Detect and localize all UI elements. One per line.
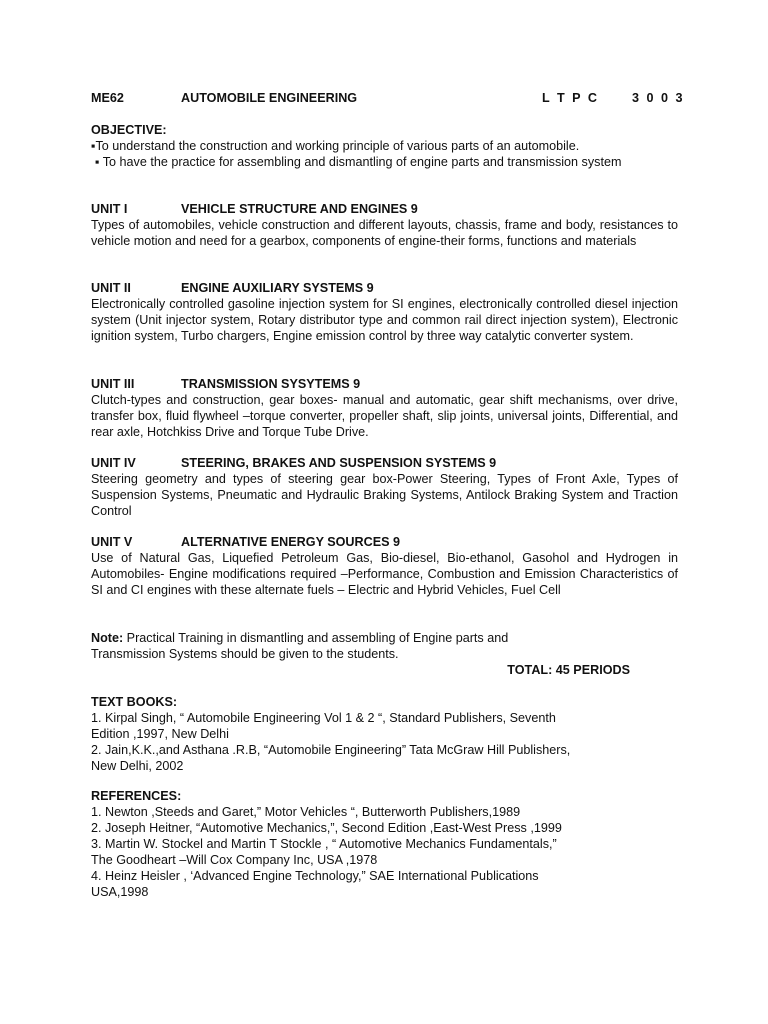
course-header	[91, 90, 685, 106]
note-line: Transmission Systems should be given to the students.	[91, 647, 399, 661]
note-line	[91, 630, 678, 646]
reference-line: 1. Newton ,Steeds and Garet,” Motor Vehicles “, Butterworth Publishers,1989	[91, 805, 521, 819]
note-text: Practical Training in dismantling and assembling of Engine parts and	[123, 631, 509, 645]
references-section	[91, 788, 678, 900]
unit-body: Clutch-types and construction, gear boxes- manual and automatic, gear shift mechanisms, over drive, transfer box, fluid flywheel –torque converter, propeller shaft, slip joints, universal joints, Differential, and rear axle, Hotchkiss Drive and Torque Tube Drive.	[91, 393, 678, 439]
objective-item: ▪To understand the construction and working principle of various parts of an automobile.	[91, 139, 580, 153]
unit-title: TRANSMISSION SYSYTEMS 9	[181, 377, 361, 391]
objective-heading: OBJECTIVE:	[91, 123, 167, 137]
objective-item: ▪ To have the practice for assembling and dismantling of engine parts and transmission system	[95, 155, 622, 169]
text-books-section	[91, 694, 678, 774]
text-book-line: 1. Kirpal Singh, “ Automobile Engineering Vol 1 & 2 “, Standard Publishers, Seventh	[91, 711, 556, 725]
text-books-heading: TEXT BOOKS:	[91, 695, 178, 709]
course-title: AUTOMOBILE ENGINEERING	[181, 91, 358, 105]
unit-title: ALTERNATIVE ENERGY SOURCES 9	[181, 535, 401, 549]
unit-section	[91, 376, 678, 440]
unit-body: Types of automobiles, vehicle construction and different layouts, chassis, frame and body, resistances to vehicle motion and need for a gearbox, components of engine-their forms, functions and materials	[91, 218, 678, 248]
course-code: ME62	[91, 91, 124, 105]
unit-section	[91, 280, 678, 344]
unit-heading	[91, 534, 678, 550]
ltpc-label: L T P C	[542, 91, 599, 105]
unit-code: UNIT V	[91, 535, 133, 549]
unit-body: Use of Natural Gas, Liquefied Petroleum Gas, Bio-diesel, Bio-ethanol, Gasohol and Hydrogen in Automobiles- Engine modifications required –Performance, Combustion and Emission Characteristics of SI and CI engines with these alternate fuels – Electric and Hybrid Vehicles, Fuel Cell	[91, 551, 678, 597]
objective-section	[91, 122, 678, 170]
unit-title: STEERING, BRAKES AND SUSPENSION SYSTEMS 9	[181, 456, 497, 470]
unit-heading	[91, 455, 678, 471]
unit-code: UNIT II	[91, 281, 131, 295]
unit-heading	[91, 376, 678, 392]
text-book-line: New Delhi, 2002	[91, 759, 184, 773]
references-heading: REFERENCES:	[91, 789, 182, 803]
reference-line: The Goodheart –Will Cox Company Inc, USA ,1978	[91, 853, 378, 867]
text-book-line: 2. Jain,K.K.,and Asthana .R.B, “Automobile Engineering” Tata McGraw Hill Publishers,	[91, 743, 571, 757]
total-periods: TOTAL: 45 PERIODS	[507, 663, 630, 677]
unit-title: VEHICLE STRUCTURE AND ENGINES 9	[181, 202, 418, 216]
unit-body: Electronically controlled gasoline injection system for SI engines, electronically controlled diesel injection system (Unit injector system, Rotary distributor type and common rail direct injection system), Electronic ignition system, Turbo chargers, Engine emission control by three way catalytic converter system.	[91, 297, 678, 343]
reference-line: 4. Heinz Heisler , ‘Advanced Engine Technology,” SAE International Publications	[91, 869, 539, 883]
unit-body: Steering geometry and types of steering gear box-Power Steering, Types of Front Axle, Types of Suspension Systems, Pneumatic and Hydraulic Braking Systems, Antilock Braking System and Traction Control	[91, 472, 678, 518]
unit-section	[91, 201, 678, 249]
unit-code: UNIT I	[91, 202, 128, 216]
unit-heading	[91, 280, 678, 296]
unit-heading	[91, 201, 678, 217]
unit-title: ENGINE AUXILIARY SYSTEMS 9	[181, 281, 374, 295]
reference-line: USA,1998	[91, 885, 149, 899]
credits-value: 3 0 0 3	[632, 91, 685, 105]
note-label: Note:	[91, 631, 124, 645]
text-book-line: Edition ,1997, New Delhi	[91, 727, 229, 741]
reference-line: 3. Martin W. Stockel and Martin T Stockle , “ Automotive Mechanics Fundamentals,”	[91, 837, 557, 851]
note-section	[91, 630, 678, 678]
reference-line: 2. Joseph Heitner, “Automotive Mechanics,”, Second Edition ,East-West Press ,1999	[91, 821, 562, 835]
unit-section	[91, 534, 678, 598]
unit-section	[91, 455, 678, 519]
unit-code: UNIT IV	[91, 456, 136, 470]
unit-code: UNIT III	[91, 377, 135, 391]
